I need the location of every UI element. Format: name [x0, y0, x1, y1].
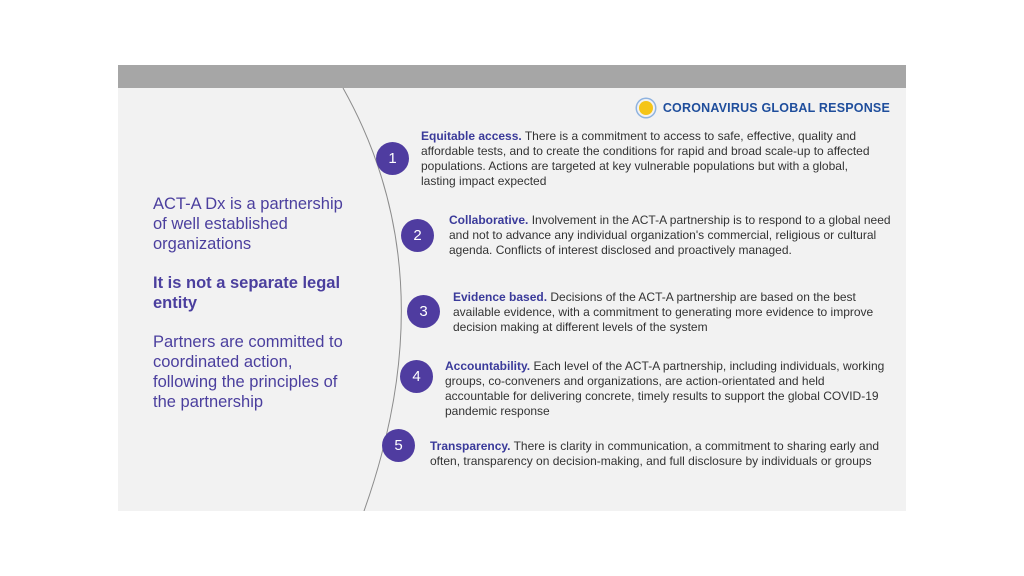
principle-1 [421, 129, 871, 189]
step-number-2: 2 [401, 219, 434, 252]
principle-title: Transparency. [430, 439, 511, 453]
slide [118, 65, 906, 511]
principle-title: Equitable access. [421, 129, 522, 143]
commitment-statement: Partners are committed to coordinated action, following the principles of the partnership [153, 333, 343, 411]
brand-header [639, 101, 890, 115]
principle-text: There is clarity in communication, a commitment to sharing early and often, transparency on decision-making, and full disclosure by individuals or groups [430, 439, 880, 468]
step-number-5: 5 [382, 429, 415, 462]
step-number-1: 1 [376, 142, 409, 175]
partnership-statement: ACT-A Dx is a partnership of well established organizations [153, 195, 343, 253]
principle-title: Collaborative. [449, 213, 529, 227]
principle-title: Evidence based. [453, 290, 548, 304]
principle-text: There is a commitment to access to safe, effective, quality and affordable tests, and to create the conditions for rapid and broad scale-up to affected populations. Actions are targeted at key vulnerable populations but with a global, lasting impact expected [421, 129, 870, 188]
brand-title: CORONAVIRUS GLOBAL RESPONSE [662, 101, 890, 115]
principle-title: Accountability. [445, 359, 531, 373]
left-panel [153, 194, 353, 431]
principle-2 [449, 213, 894, 258]
step-number-4: 4 [400, 360, 433, 393]
principle-text: Decisions of the ACT-A partnership are based on the best available evidence, with a commitment to generating more evidence to improve decision making at different levels of the system [453, 290, 874, 334]
principle-text: Each level of the ACT-A partnership, including individuals, working groups, co-conveners and organizations, are action-orientated and held accountable for delivering concrete, timely results to support the global COVID-19 pandemic response [445, 359, 885, 418]
principle-3 [453, 290, 898, 335]
principle-4 [445, 359, 890, 419]
principle-5 [430, 439, 880, 469]
principle-text: Involvement in the ACT-A partnership is to respond to a global need and not to advance any individual organization's commercial, religious or cultural agenda. Conflicts of interest disclosed and proactively managed. [449, 213, 891, 257]
legal-entity-statement: It is not a separate legal entity [153, 274, 341, 312]
step-number-3: 3 [407, 295, 440, 328]
sun-logo-icon [639, 101, 653, 115]
